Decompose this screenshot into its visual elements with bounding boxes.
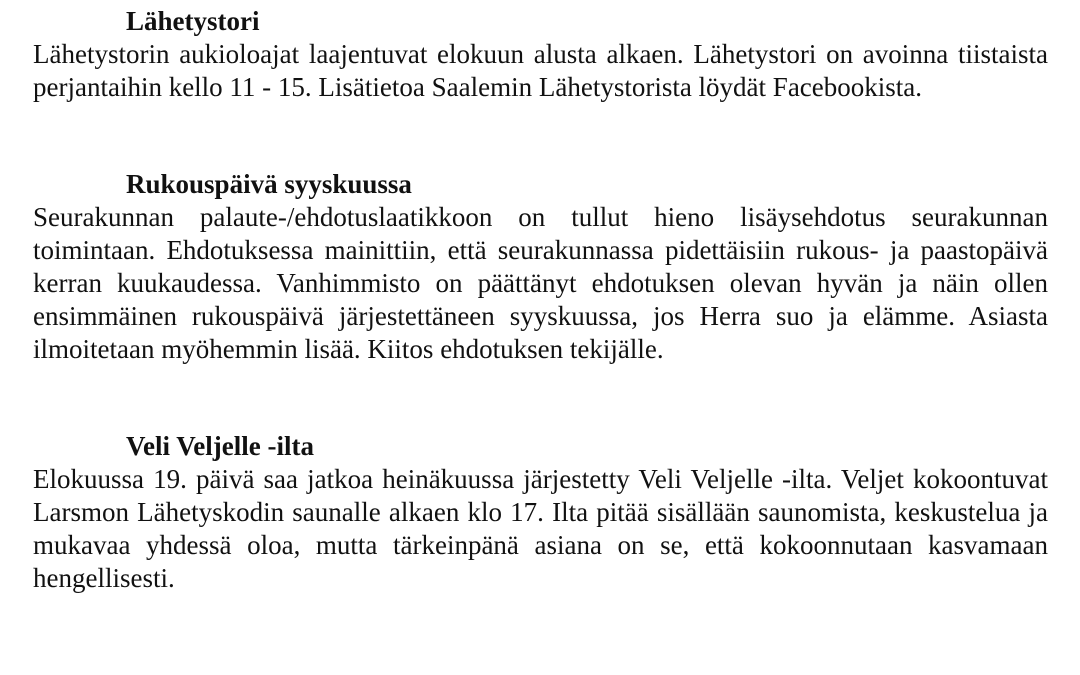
section-lahetystori xyxy=(33,4,1048,104)
section-body: Elokuussa 19. päivä saa jatkoa heinäkuussa järjestetty Veli Veljelle -ilta. Veljet kokoontuvat Larsmon Lähetyskodin saunalle alkaen klo 17. Ilta pitää sisällään saunomista, keskustelua ja mukavaa yhdessä oloa, mutta tärkeinpänä asiana on se, että kokoonnutaan kasvamaan hengellisesti. xyxy=(33,464,1048,593)
section-spacer xyxy=(33,104,1048,167)
section-veli-veljelle xyxy=(33,429,1048,595)
section-heading: Veli Veljelle -ilta xyxy=(126,431,314,461)
document-page xyxy=(33,4,1048,595)
section-body: Seurakunnan palaute-/ehdotuslaatikkoon on tullut hieno lisäysehdotus seurakunnan toimintaan. Ehdotuksessa mainittiin, että seurakunnassa pidettäisiin rukous- ja paastopäivä kerran kuukaudessa. Vanhimmisto on päättänyt ehdotuksen olevan hyvän ja näin ollen ensimmäinen rukouspäivä järjestettäneen syyskuussa, jos Herra suo ja elämme. Asiasta ilmoitetaan myöhemmin lisää. Kiitos ehdotuksen tekijälle. xyxy=(33,202,1048,364)
section-heading: Rukouspäivä syyskuussa xyxy=(126,169,412,199)
section-body: Lähetystorin aukioloajat laajentuvat elokuun alusta alkaen. Lähetystori on avoinna tiistaista perjantaihin kello 11 - 15. Lisätietoa Saalemin Lähetystorista löydät Facebookista. xyxy=(33,39,1048,102)
section-spacer xyxy=(33,366,1048,429)
section-heading: Lähetystori xyxy=(126,6,260,36)
section-rukouspaiva xyxy=(33,167,1048,366)
